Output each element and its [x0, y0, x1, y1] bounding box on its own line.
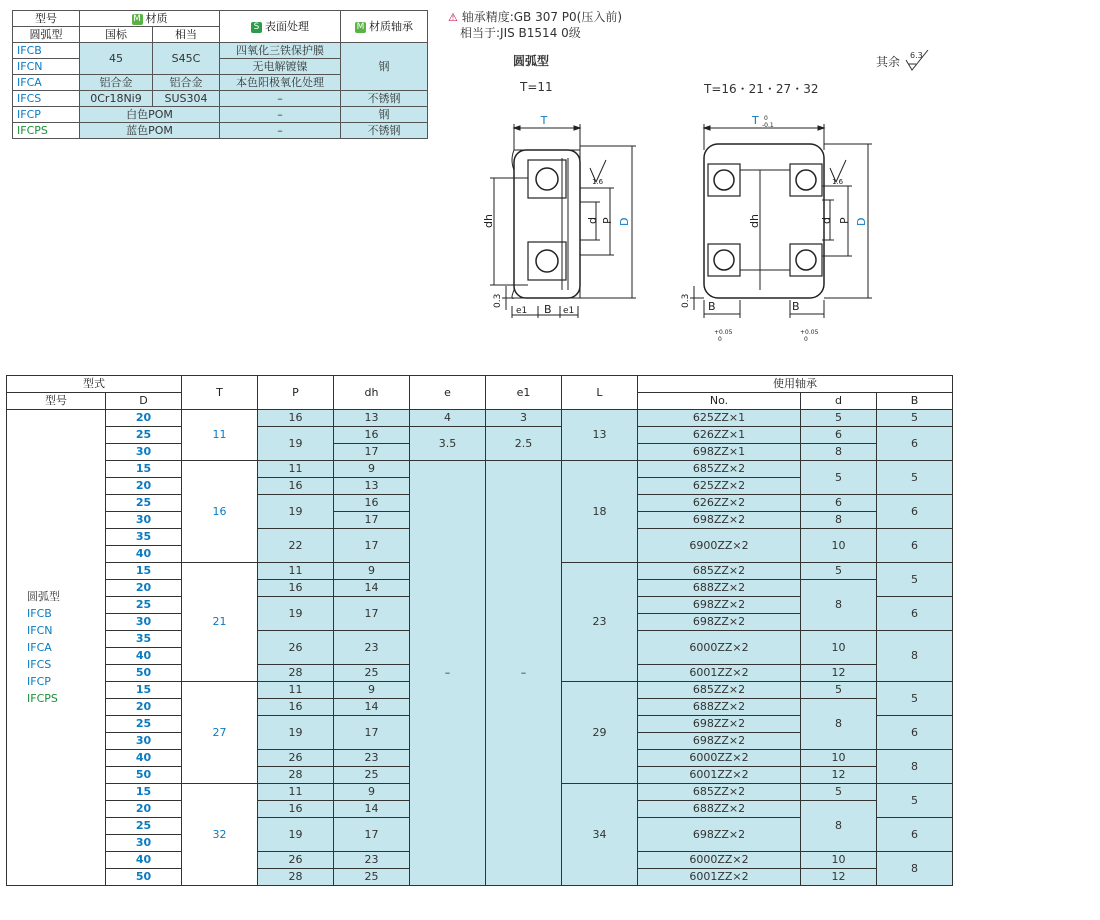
cell-d: 8 [801, 801, 877, 852]
label-tol-zero-right: 0 [804, 336, 808, 343]
header-e1: e1 [486, 376, 562, 410]
cell-e: 4 [410, 410, 486, 427]
cell-P: 16 [258, 580, 334, 597]
header-model: 型号 [13, 11, 80, 27]
cell-no: 6000ZZ×2 [638, 631, 801, 665]
header-p: P [258, 376, 334, 410]
cell-D: 25 [106, 427, 182, 444]
cell-d: 10 [801, 852, 877, 869]
label-t: T [540, 114, 548, 127]
label-p: P [601, 217, 614, 224]
bearing-left-bottom [708, 244, 740, 276]
cell-dh: 17 [334, 597, 410, 631]
cell-D: 25 [106, 818, 182, 835]
cell-dh: 9 [334, 682, 410, 699]
cell-steel-p: 钢 [341, 107, 428, 123]
left-type-label: 圆弧型 [27, 590, 60, 603]
header-national: 国标 [80, 27, 153, 43]
cell-T: 16 [182, 461, 258, 563]
equivalent-note: 相当于:JIS B1514 0级 [460, 26, 581, 40]
cell-dh: 25 [334, 665, 410, 682]
left-code: IFCS [27, 658, 52, 671]
cell-D: 50 [106, 665, 182, 682]
cell-P: 26 [258, 631, 334, 665]
cell-no: 685ZZ×2 [638, 461, 801, 478]
label-tol-plus-right: +0.05 [800, 329, 819, 336]
cell-dh: 25 [334, 869, 410, 886]
cell-L: 29 [562, 682, 638, 784]
cell-stainless-eq: SUS304 [153, 91, 220, 107]
cell-D: 30 [106, 512, 182, 529]
header-t: T [182, 376, 258, 410]
label-tol-plus-left: +0.05 [714, 329, 733, 336]
cell-B: 5 [877, 461, 953, 495]
left-labels [7, 410, 106, 886]
cell-B: 6 [877, 597, 953, 631]
label-d: d [586, 217, 599, 224]
header-bearing-material-label: 材质轴承 [369, 20, 413, 33]
cell-B: 6 [877, 427, 953, 461]
cell-dh: 14 [334, 801, 410, 818]
cell-dh: 13 [334, 410, 410, 427]
cell-B: 6 [877, 529, 953, 563]
cell-no: 685ZZ×2 [638, 784, 801, 801]
header-surface [220, 11, 341, 43]
cell-D: 20 [106, 580, 182, 597]
cell-D: 30 [106, 614, 182, 631]
cell-P: 19 [258, 716, 334, 750]
cell-d: 12 [801, 869, 877, 886]
cell-e1: 2.5 [486, 427, 562, 461]
label-rough-small: 1.6 [592, 178, 604, 186]
left-code: IFCPS [27, 692, 58, 705]
cell-no: 6000ZZ×2 [638, 750, 801, 767]
cell-dash: – [220, 123, 341, 139]
cell-dh: 23 [334, 852, 410, 869]
label-D: D [618, 217, 631, 226]
drawing-title: 圆弧型 [513, 54, 550, 68]
cell-P: 11 [258, 461, 334, 478]
cell-P: 19 [258, 427, 334, 461]
cell-P: 16 [258, 699, 334, 716]
cell-no: 626ZZ×2 [638, 495, 801, 512]
m-badge-icon: M [133, 14, 141, 24]
cell-L: 18 [562, 461, 638, 563]
arrow-icon [818, 126, 824, 130]
cell-no: 698ZZ×2 [638, 512, 801, 529]
cell-no: 625ZZ×1 [638, 410, 801, 427]
cell-D: 35 [106, 529, 182, 546]
cell-dh: 23 [334, 631, 410, 665]
cell-d: 6 [801, 427, 877, 444]
s-badge-icon: S [251, 22, 262, 33]
material-table [12, 10, 428, 139]
cell-D: 15 [106, 682, 182, 699]
code-ifcps: IFCPS [13, 123, 80, 139]
label-e1-left: e1 [516, 306, 528, 316]
bearing-right-bottom [790, 244, 822, 276]
label-p: P [838, 217, 851, 224]
cell-surface-a: 本色阳极氧化处理 [220, 75, 341, 91]
cell-no: 698ZZ×2 [638, 597, 801, 614]
cell-dash: – [220, 91, 341, 107]
cell-d: 5 [801, 682, 877, 699]
code-ifcp: IFCP [13, 107, 80, 123]
cell-no: 688ZZ×2 [638, 801, 801, 818]
label-t-tol-top: 0 [764, 115, 768, 122]
cell-dh: 17 [334, 529, 410, 563]
bearing-right-top [790, 164, 822, 196]
arrow-icon [514, 126, 520, 130]
cell-d: 8 [801, 699, 877, 750]
roughness-symbol-icon [904, 50, 932, 72]
cell-d: 8 [801, 580, 877, 631]
bearing-top [528, 160, 566, 198]
header-surface-label: 表面处理 [265, 20, 309, 33]
bearing-bottom [528, 242, 566, 280]
cell-no: 626ZZ×1 [638, 427, 801, 444]
cell-D: 20 [106, 410, 182, 427]
arrow-icon [704, 126, 710, 130]
cell-D: 25 [106, 597, 182, 614]
cell-d: 5 [801, 410, 877, 427]
cell-dh: 16 [334, 427, 410, 444]
cell-P: 11 [258, 682, 334, 699]
cell-B: 5 [877, 784, 953, 818]
cell-alu-eq: 铝合金 [153, 75, 220, 91]
cell-d: 5 [801, 784, 877, 801]
header-e: e [410, 376, 486, 410]
cell-d: 8 [801, 444, 877, 461]
cell-P: 19 [258, 597, 334, 631]
cell-B: 8 [877, 852, 953, 886]
cell-D: 40 [106, 648, 182, 665]
cell-dh: 17 [334, 512, 410, 529]
label-gap: 0.3 [493, 293, 503, 308]
cell-no: 685ZZ×2 [638, 682, 801, 699]
label-t-tol-bottom: -0.1 [762, 122, 774, 129]
label-gap: 0.3 [681, 293, 691, 308]
cell-d: 10 [801, 631, 877, 665]
cell-D: 30 [106, 835, 182, 852]
cell-dh: 13 [334, 478, 410, 495]
cell-d: 10 [801, 750, 877, 767]
cell-dh: 17 [334, 716, 410, 750]
label-tol-zero-left: 0 [718, 336, 722, 343]
header-no: No. [638, 393, 801, 410]
cell-D: 35 [106, 631, 182, 648]
cell-P: 16 [258, 478, 334, 495]
label-dh: dh [482, 214, 495, 228]
label-dh: dh [748, 214, 761, 228]
cell-D: 40 [106, 750, 182, 767]
cell-e1: – [486, 461, 562, 886]
cell-L: 23 [562, 563, 638, 682]
cell-d: 10 [801, 529, 877, 563]
arrow-icon [574, 126, 580, 130]
cell-B: 5 [877, 410, 953, 427]
cell-no: 6001ZZ×2 [638, 869, 801, 886]
code-ifcn: IFCN [13, 59, 80, 75]
cell-L: 34 [562, 784, 638, 886]
m-badge-icon: M [356, 22, 365, 32]
header-equivalent: 相当 [153, 27, 220, 43]
cell-no: 6001ZZ×2 [638, 665, 801, 682]
cell-P: 28 [258, 767, 334, 784]
cell-D: 40 [106, 852, 182, 869]
cell-B: 5 [877, 563, 953, 597]
cell-dh: 14 [334, 699, 410, 716]
cell-dh: 14 [334, 580, 410, 597]
header-D: D [106, 393, 182, 410]
cell-P: 19 [258, 495, 334, 529]
cell-no: 6900ZZ×2 [638, 529, 801, 563]
cell-no: 625ZZ×2 [638, 478, 801, 495]
cell-D: 50 [106, 869, 182, 886]
cell-e1: 3 [486, 410, 562, 427]
label-d: d [820, 217, 833, 224]
drawing-t-multi [680, 110, 880, 350]
label-b: B [544, 303, 552, 316]
cell-P: 11 [258, 563, 334, 580]
rest-label: 其余 [876, 55, 901, 69]
precision-text: 轴承精度:GB 307 P0(压入前) [461, 10, 623, 24]
cell-P: 28 [258, 665, 334, 682]
cell-B: 8 [877, 631, 953, 682]
cell-P: 19 [258, 818, 334, 852]
left-code: IFCN [27, 624, 53, 637]
cell-B: 6 [877, 495, 953, 529]
cell-no: 698ZZ×2 [638, 818, 801, 852]
cell-d: 12 [801, 767, 877, 784]
cell-D: 20 [106, 699, 182, 716]
label-t-multi: T=16・21・27・32 [704, 82, 819, 96]
cell-P: 28 [258, 869, 334, 886]
cell-no: 685ZZ×2 [638, 563, 801, 580]
cell-stainless-nat: 0Cr18Ni9 [80, 91, 153, 107]
code-ifcb: IFCB [13, 43, 80, 59]
cell-T: 27 [182, 682, 258, 784]
cell-white-pom: 白色POM [80, 107, 220, 123]
cell-B: 6 [877, 818, 953, 852]
header-material-label: 材质 [145, 12, 168, 25]
cell-no: 698ZZ×1 [638, 444, 801, 461]
cell-surface-b: 四氧化三铁保护膜 [220, 43, 341, 59]
header-bearing-material [341, 11, 428, 43]
cell-D: 15 [106, 784, 182, 801]
label-e1-right: e1 [563, 306, 575, 316]
cell-dh: 9 [334, 461, 410, 478]
cell-d: 5 [801, 563, 877, 580]
cell-B: 6 [877, 716, 953, 750]
cell-blue-pom: 蓝色POM [80, 123, 220, 139]
cell-dh: 9 [334, 563, 410, 580]
cell-P: 26 [258, 852, 334, 869]
cell-B: 8 [877, 750, 953, 784]
spec-table [6, 375, 953, 886]
warning-icon: ⚠ [448, 11, 458, 24]
header-bearing: 使用轴承 [638, 376, 953, 393]
label-t11: T=11 [520, 80, 553, 94]
cell-dh: 17 [334, 818, 410, 852]
cell-D: 25 [106, 716, 182, 733]
cell-dh: 9 [334, 784, 410, 801]
code-ifcs: IFCS [13, 91, 80, 107]
cell-d: 8 [801, 512, 877, 529]
cell-D: 40 [106, 546, 182, 563]
label-b-right: B [792, 300, 800, 313]
cell-no: 688ZZ×2 [638, 699, 801, 716]
cell-dash: – [220, 107, 341, 123]
cell-L: 13 [562, 410, 638, 461]
cell-P: 16 [258, 410, 334, 427]
cell-P: 22 [258, 529, 334, 563]
bearing-left-top [708, 164, 740, 196]
cell-alu-nat: 铝合金 [80, 75, 153, 91]
cell-d: 6 [801, 495, 877, 512]
cell-B: 5 [877, 682, 953, 716]
cell-no: 6001ZZ×2 [638, 767, 801, 784]
cell-surface-n: 无电解镀镍 [220, 59, 341, 75]
cell-stainless: 不锈钢 [341, 91, 428, 107]
header-dh: dh [334, 376, 410, 410]
roughness-note [876, 50, 932, 72]
code-ifca: IFCA [13, 75, 80, 91]
roughness-value: 6.3 [909, 51, 923, 60]
cell-P: 26 [258, 750, 334, 767]
header-d: d [801, 393, 877, 410]
precision-note [448, 8, 622, 25]
left-code: IFCP [27, 675, 51, 688]
label-t: T [752, 114, 759, 127]
cell-no: 698ZZ×2 [638, 614, 801, 631]
cell-no: 6000ZZ×2 [638, 852, 801, 869]
left-code: IFCA [27, 641, 52, 654]
cell-no: 698ZZ×2 [638, 716, 801, 733]
cell-D: 20 [106, 801, 182, 818]
cell-P: 16 [258, 801, 334, 818]
cell-D: 25 [106, 495, 182, 512]
cell-D: 30 [106, 444, 182, 461]
cell-dh: 16 [334, 495, 410, 512]
drawing-t11 [480, 110, 660, 350]
cell-dh: 25 [334, 767, 410, 784]
cell-D: 50 [106, 767, 182, 784]
cell-e: 3.5 [410, 427, 486, 461]
cell-T: 21 [182, 563, 258, 682]
cell-D: 15 [106, 461, 182, 478]
cell-s45c: S45C [153, 43, 220, 75]
cell-stainless-ps: 不锈钢 [341, 123, 428, 139]
cell-45: 45 [80, 43, 153, 75]
header-l: L [562, 376, 638, 410]
label-rough-small: 1.6 [832, 178, 844, 186]
header-b: B [877, 393, 953, 410]
cell-d: 12 [801, 665, 877, 682]
cell-dh: 23 [334, 750, 410, 767]
cell-D: 30 [106, 733, 182, 750]
header-model: 型号 [7, 393, 106, 410]
cell-D: 20 [106, 478, 182, 495]
header-type: 型式 [7, 376, 182, 393]
cell-no: 698ZZ×2 [638, 733, 801, 750]
cell-T: 11 [182, 410, 258, 461]
cell-d: 5 [801, 461, 877, 495]
cell-P: 11 [258, 784, 334, 801]
cell-no: 688ZZ×2 [638, 580, 801, 597]
cell-D: 15 [106, 563, 182, 580]
label-D: D [855, 217, 868, 226]
cell-dh: 17 [334, 444, 410, 461]
header-material [80, 11, 220, 27]
header-type: 圆弧型 [13, 27, 80, 43]
cell-T: 32 [182, 784, 258, 886]
cell-steel: 钢 [341, 43, 428, 91]
left-code: IFCB [27, 607, 52, 620]
cell-e: – [410, 461, 486, 886]
label-b-left: B [708, 300, 716, 313]
